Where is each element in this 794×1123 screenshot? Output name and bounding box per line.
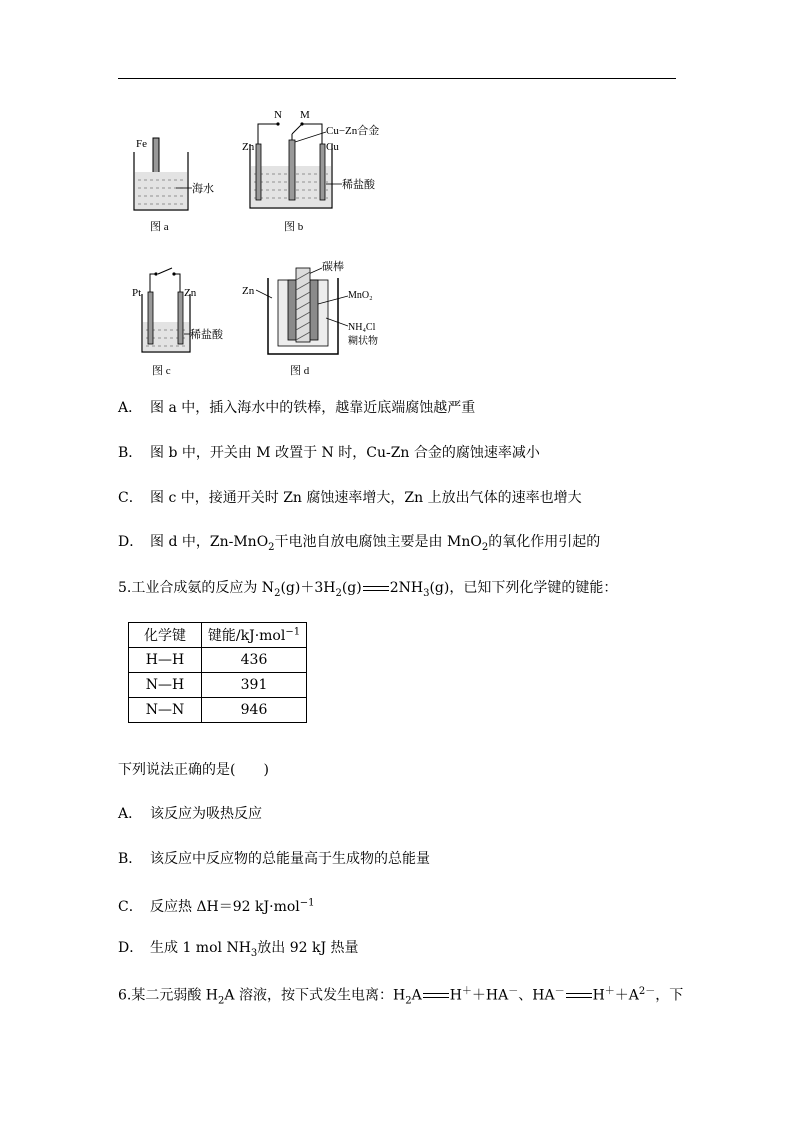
option-text: 反应热 ΔH＝92 kJ·mol$^{-1}$: [150, 897, 315, 915]
energy-cell: 391: [202, 673, 307, 698]
option-text: 图 b 中，开关由 M 改置于 N 时，Cu-Zn 合金的腐蚀速率减小: [150, 445, 540, 461]
fig-d-paste-label-2: 糊状物: [348, 336, 378, 347]
header-energy: 键能/kJ·mol$^{-1}$: [202, 623, 307, 648]
option-text: 图 d 中，Zn-MnO$_2$干电池自放电腐蚀主要是由 MnO$_2$的氧化作用引起的: [150, 534, 601, 553]
table-row: [129, 673, 307, 698]
fig-b-left-electrode: Zn: [242, 141, 255, 153]
option-text: 该反应中反应物的总能量高于生成物的总能量: [150, 851, 430, 867]
fig-c-caption: 图 c: [152, 365, 171, 377]
q5-option-d: [118, 938, 359, 964]
q4-option-d: [118, 532, 600, 558]
bond-cell: N—N: [129, 698, 202, 723]
q5-prompt: 下列说法正确的是( ): [118, 762, 269, 778]
q5-option-a: [118, 804, 262, 824]
fig-a-caption: 图 a: [150, 221, 169, 233]
fig-b-switch-n: N: [274, 109, 282, 121]
q4-option-c: [118, 488, 582, 508]
fig-d-inner-label: MnO₂: [348, 290, 373, 301]
option-letter: B．: [118, 445, 143, 461]
option-letter: C．: [118, 490, 143, 506]
figure-a: [128, 130, 228, 235]
bond-energy-table: [128, 622, 307, 723]
q5-option-b: [118, 849, 430, 869]
option-letter: D．: [118, 534, 144, 550]
equilibrium-arrow-icon: [423, 991, 449, 1000]
table-row: [129, 648, 307, 673]
equilibrium-arrow-icon: [566, 991, 592, 1000]
figure-b: [240, 104, 390, 236]
fig-b-caption: 图 b: [284, 221, 304, 233]
option-letter: D．: [118, 940, 144, 956]
option-text: 该反应为吸热反应: [150, 806, 262, 822]
fig-a-electrode-label: Fe: [136, 138, 147, 150]
option-text: 图 c 中，接通开关时 Zn 腐蚀速率增大，Zn 上放出气体的速率也增大: [150, 490, 582, 506]
option-letter: B．: [118, 851, 143, 867]
q4-option-b: [118, 443, 540, 463]
bond-cell: H—H: [129, 648, 202, 673]
q4-option-a: [118, 398, 475, 418]
energy-cell: 946: [202, 698, 307, 723]
fig-b-switch-m: M: [300, 109, 310, 121]
option-letter: A．: [118, 806, 143, 822]
table-header-row: [129, 623, 307, 648]
option-text: 图 a 中，插入海水中的铁棒，越靠近底端腐蚀越严重: [150, 400, 476, 416]
header-rule: [118, 78, 676, 79]
bond-cell: N—H: [129, 673, 202, 698]
q5-option-c: [118, 893, 315, 917]
option-letter: C．: [118, 898, 143, 915]
option-letter: A．: [118, 400, 143, 416]
equilibrium-arrow-icon: [363, 584, 389, 593]
header-bond: 化学键: [129, 623, 202, 648]
table-row: [129, 698, 307, 723]
energy-cell: 436: [202, 648, 307, 673]
fig-c-solution-label: 稀盐酸: [190, 329, 223, 341]
q6-stem: 6.某二元弱酸 $H_2A$ 溶液，按下式发生电离：$H_2A$ H＋＋HA－、HA－ $H^++A^{2-}$，下: [118, 986, 684, 1007]
fig-d-rod-label: 碳棒: [322, 261, 344, 273]
fig-a-solution-label: 海水: [192, 183, 214, 195]
figure-d: [238, 256, 398, 378]
fig-c-left-electrode: Pt: [132, 287, 142, 299]
fig-b-solution-label: 稀盐酸: [342, 179, 375, 191]
q5-stem: 5.工业合成氨的反应为 $N_2(g)+3H_2(g)$ $2NH_3(g)$，已知下列化学键的键能：: [118, 580, 618, 599]
fig-c-right-electrode: Zn: [184, 287, 197, 299]
fig-b-right-electrode: Cu: [326, 141, 339, 153]
fig-d-caption: 图 d: [290, 365, 310, 377]
figure-c: [128, 262, 238, 378]
fig-d-shell-label: Zn: [242, 285, 255, 297]
fig-b-middle-electrode: Cu−Zn合金: [326, 125, 380, 137]
option-text: 生成 1 mol $NH_3$放出 92 kJ 热量: [150, 940, 359, 959]
fig-d-paste-label-1: NH₄Cl: [348, 322, 376, 333]
